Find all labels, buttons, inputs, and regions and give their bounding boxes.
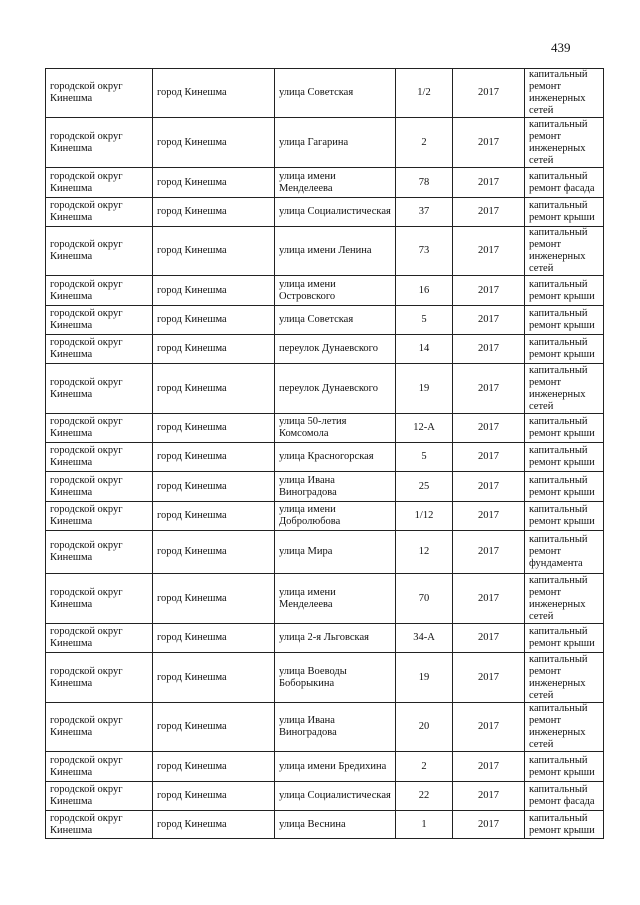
year-cell: 2017 [453,414,525,443]
house-number-cell: 2 [396,752,453,782]
house-number-cell: 12-А [396,414,453,443]
work-type-cell: капитальный ремонт фасада [525,168,604,198]
district-cell: городской округ Кинешма [46,276,153,306]
year-cell: 2017 [453,703,525,752]
table-row [46,574,604,624]
table-row [46,198,604,227]
city-cell: город Кинешма [153,752,275,782]
city-cell: город Кинешма [153,472,275,502]
year-cell: 2017 [453,168,525,198]
year-cell: 2017 [453,227,525,276]
work-type-cell: капитальный ремонт крыши [525,306,604,335]
district-cell: городской округ Кинешма [46,198,153,227]
district-cell: городской округ Кинешма [46,653,153,703]
house-number-cell: 14 [396,335,453,364]
table-row [46,703,604,752]
district-cell: городской округ Кинешма [46,69,153,118]
year-cell: 2017 [453,574,525,624]
street-cell: улица Советская [275,306,396,335]
table-row [46,118,604,168]
street-cell: улица Социалистическая [275,198,396,227]
city-cell: город Кинешма [153,574,275,624]
year-cell: 2017 [453,782,525,811]
house-number-cell: 78 [396,168,453,198]
street-cell: улица Воеводы Боборыкина [275,653,396,703]
district-cell: городской округ Кинешма [46,782,153,811]
house-number-cell: 22 [396,782,453,811]
district-cell: городской округ Кинешма [46,306,153,335]
house-number-cell: 34-А [396,624,453,653]
work-type-cell: капитальный ремонт инженерных сетей [525,227,604,276]
city-cell: город Кинешма [153,227,275,276]
street-cell: улица Ивана Виноградова [275,703,396,752]
page-number: 439 [551,40,571,55]
work-type-cell: капитальный ремонт инженерных сетей [525,69,604,118]
table-row [46,443,604,472]
work-type-cell: капитальный ремонт инженерных сетей [525,574,604,624]
district-cell: городской округ Кинешма [46,227,153,276]
street-cell: улица Ивана Виноградова [275,472,396,502]
work-type-cell: капитальный ремонт крыши [525,443,604,472]
work-type-cell: капитальный ремонт фундамента [525,531,604,574]
work-type-cell: капитальный ремонт инженерных сетей [525,653,604,703]
housing-repair-table [45,68,604,839]
table-row [46,811,604,839]
table-row [46,306,604,335]
year-cell: 2017 [453,276,525,306]
year-cell: 2017 [453,752,525,782]
street-cell: улица имени Добролюбова [275,502,396,531]
table-row [46,335,604,364]
house-number-cell: 1 [396,811,453,839]
street-cell: переулок Дунаевского [275,364,396,414]
work-type-cell: капитальный ремонт инженерных сетей [525,364,604,414]
district-cell: городской округ Кинешма [46,335,153,364]
district-cell: городской округ Кинешма [46,472,153,502]
work-type-cell: капитальный ремонт крыши [525,276,604,306]
year-cell: 2017 [453,364,525,414]
house-number-cell: 1/12 [396,502,453,531]
work-type-cell: капитальный ремонт крыши [525,811,604,839]
district-cell: городской округ Кинешма [46,118,153,168]
work-type-cell: капитальный ремонт фасада [525,782,604,811]
year-cell: 2017 [453,306,525,335]
city-cell: город Кинешма [153,782,275,811]
district-cell: городской округ Кинешма [46,414,153,443]
house-number-cell: 1/2 [396,69,453,118]
year-cell: 2017 [453,472,525,502]
city-cell: город Кинешма [153,624,275,653]
house-number-cell: 73 [396,227,453,276]
city-cell: город Кинешма [153,531,275,574]
year-cell: 2017 [453,653,525,703]
table-row [46,168,604,198]
city-cell: город Кинешма [153,306,275,335]
house-number-cell: 5 [396,443,453,472]
work-type-cell: капитальный ремонт инженерных сетей [525,118,604,168]
city-cell: город Кинешма [153,276,275,306]
house-number-cell: 20 [396,703,453,752]
table-row [46,472,604,502]
city-cell: город Кинешма [153,335,275,364]
city-cell: город Кинешма [153,653,275,703]
table-row [46,414,604,443]
district-cell: городской округ Кинешма [46,443,153,472]
year-cell: 2017 [453,118,525,168]
table-row [46,69,604,118]
table-row [46,782,604,811]
house-number-cell: 70 [396,574,453,624]
street-cell: улица Советская [275,69,396,118]
work-type-cell: капитальный ремонт крыши [525,198,604,227]
district-cell: городской округ Кинешма [46,364,153,414]
table-row [46,653,604,703]
work-type-cell: капитальный ремонт крыши [525,502,604,531]
street-cell: улица имени Менделеева [275,574,396,624]
street-cell: улица имени Бредихина [275,752,396,782]
house-number-cell: 19 [396,364,453,414]
street-cell: улица 2-я Льговская [275,624,396,653]
district-cell: городской округ Кинешма [46,752,153,782]
house-number-cell: 5 [396,306,453,335]
city-cell: город Кинешма [153,118,275,168]
street-cell: улица Веснина [275,811,396,839]
work-type-cell: капитальный ремонт крыши [525,752,604,782]
work-type-cell: капитальный ремонт крыши [525,472,604,502]
table-row [46,276,604,306]
house-number-cell: 37 [396,198,453,227]
table-row [46,752,604,782]
house-number-cell: 2 [396,118,453,168]
work-type-cell: капитальный ремонт инженерных сетей [525,703,604,752]
street-cell: улица имени Менделеева [275,168,396,198]
year-cell: 2017 [453,198,525,227]
table-row [46,227,604,276]
house-number-cell: 25 [396,472,453,502]
year-cell: 2017 [453,502,525,531]
city-cell: город Кинешма [153,69,275,118]
table-row [46,531,604,574]
street-cell: улица Гагарина [275,118,396,168]
year-cell: 2017 [453,335,525,364]
year-cell: 2017 [453,443,525,472]
city-cell: город Кинешма [153,502,275,531]
work-type-cell: капитальный ремонт крыши [525,624,604,653]
table-row [46,624,604,653]
city-cell: город Кинешма [153,198,275,227]
house-number-cell: 16 [396,276,453,306]
year-cell: 2017 [453,624,525,653]
street-cell: переулок Дунаевского [275,335,396,364]
street-cell: улица имени Островского [275,276,396,306]
year-cell: 2017 [453,69,525,118]
district-cell: городской округ Кинешма [46,703,153,752]
city-cell: город Кинешма [153,364,275,414]
street-cell: улица Социалистическая [275,782,396,811]
city-cell: город Кинешма [153,414,275,443]
street-cell: улица Красногорская [275,443,396,472]
district-cell: городской округ Кинешма [46,811,153,839]
house-number-cell: 12 [396,531,453,574]
year-cell: 2017 [453,531,525,574]
city-cell: город Кинешма [153,811,275,839]
street-cell: улица Мира [275,531,396,574]
city-cell: город Кинешма [153,703,275,752]
street-cell: улица имени Ленина [275,227,396,276]
work-type-cell: капитальный ремонт крыши [525,335,604,364]
house-number-cell: 19 [396,653,453,703]
district-cell: городской округ Кинешма [46,531,153,574]
table-row [46,502,604,531]
year-cell: 2017 [453,811,525,839]
city-cell: город Кинешма [153,443,275,472]
district-cell: городской округ Кинешма [46,502,153,531]
district-cell: городской округ Кинешма [46,624,153,653]
table-row [46,364,604,414]
work-type-cell: капитальный ремонт крыши [525,414,604,443]
district-cell: городской округ Кинешма [46,168,153,198]
street-cell: улица 50-летия Комсомола [275,414,396,443]
district-cell: городской округ Кинешма [46,574,153,624]
city-cell: город Кинешма [153,168,275,198]
